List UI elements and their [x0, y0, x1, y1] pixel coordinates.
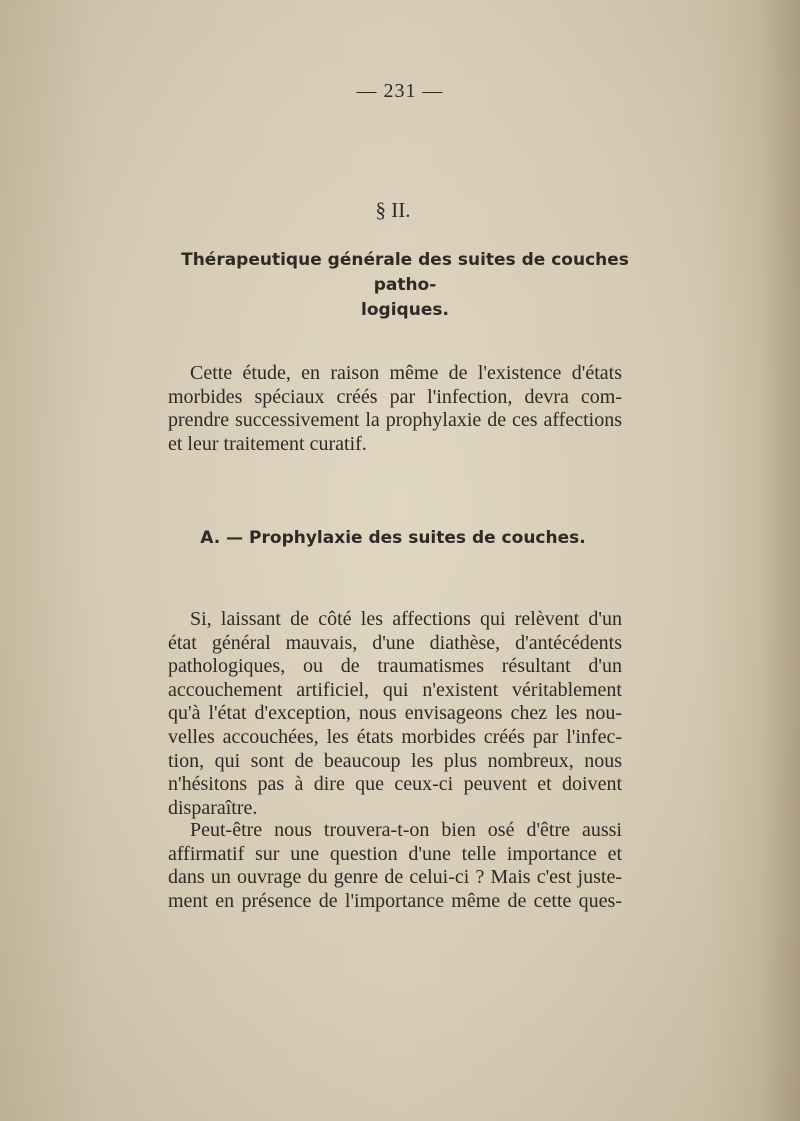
paragraph-line: et leur traitement curatif. — [168, 432, 367, 455]
heading-line: logiques. — [361, 300, 449, 320]
paragraph-line: dans un ouvrage du genre de celui-ci ? Mais c'est juste- — [168, 866, 622, 889]
paragraph-line: état général mauvais, d'une diathèse, d'antécédents — [168, 631, 622, 654]
subsection-heading: A. — Prophylaxie des suites de couches. — [200, 528, 586, 548]
paragraph-line: qu'à l'état d'exception, nous envisageons chez les nou- — [168, 702, 622, 725]
body-paragraph-si — [168, 608, 622, 820]
paragraph-line: disparaître. — [168, 796, 258, 819]
paragraph-line: n'hésitons pas à dire que ceux-ci peuvent et doivent — [168, 773, 622, 796]
paragraph-line: Peut-être nous trouvera-t-on bien osé d'être aussi — [190, 819, 622, 841]
paragraph-line: ment en présence de l'importance même de cette ques- — [168, 889, 622, 912]
paragraph-line: tion, qui sont de beaucoup les plus nombreux, nous — [168, 749, 622, 772]
intro-paragraph — [168, 362, 622, 456]
section-heading — [170, 248, 640, 323]
body-paragraph-peut — [168, 819, 622, 913]
page-number: — 231 — — [356, 80, 444, 102]
paragraph-line: affirmatif sur une question d'une telle importance et — [168, 842, 622, 865]
paragraph-line: velles accouchées, les états morbides créés par l'infec- — [168, 725, 622, 748]
section-title: § II. — [375, 198, 411, 222]
paragraph-line: Cette étude, en raison même de l'existence d'états — [190, 362, 622, 384]
paragraph-line: morbides spéciaux créés par l'infection, devra com- — [168, 385, 622, 408]
paragraph-line: accouchement artificiel, qui n'existent véritablement — [168, 678, 622, 701]
heading-line: Thérapeutique générale des suites de couches patho- — [181, 250, 629, 295]
paragraph-line: pathologiques, ou de traumatismes résultant d'un — [168, 655, 622, 678]
page-edge-shadow — [760, 0, 800, 1121]
paragraph-line: prendre successivement la prophylaxie de ces affections — [168, 409, 622, 432]
paragraph-line: Si, laissant de côté les affections qui relèvent d'un — [190, 608, 622, 630]
